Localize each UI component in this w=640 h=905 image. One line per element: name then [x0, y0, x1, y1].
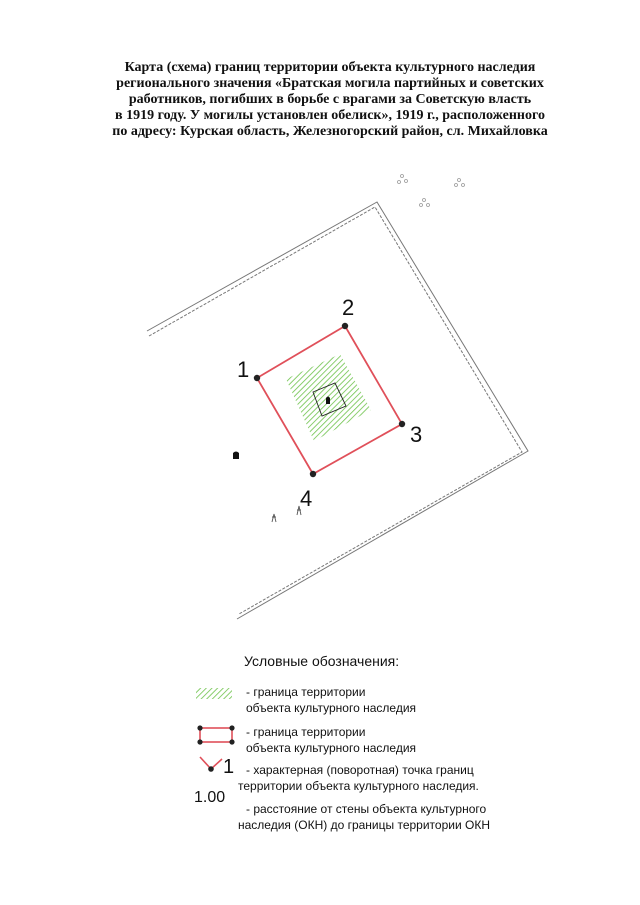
turning-point-marker	[310, 471, 316, 477]
legend-line: наследия (ОКН) до границы территории ОКН	[238, 818, 490, 832]
tree-cluster-icon	[398, 175, 465, 207]
legend-boundary-icon	[197, 725, 234, 744]
turning-point-marker	[254, 375, 260, 381]
legend-item-text	[246, 684, 416, 716]
turning-point-marker	[399, 421, 405, 427]
legend-line: - граница территории	[246, 685, 366, 699]
title-line: в 1919 году. У могилы установлен обелиск», 1919 г., расположенного	[115, 108, 545, 123]
title-line: работников, погибших в борьбе с врагами за Советскую власть	[128, 92, 532, 107]
point-label: 1	[237, 357, 250, 382]
point-label: 4	[300, 486, 313, 511]
legend-line: - расстояние от стены объекта культурного	[246, 802, 487, 816]
obelisk-icon	[326, 397, 330, 405]
tree-icon	[272, 506, 301, 522]
legend-item-text	[238, 801, 490, 833]
legend-point-number: 1	[223, 756, 235, 778]
point-label: 2	[342, 295, 355, 320]
title-line: по адресу: Курская область, Железногорский район, сл. Михайловка	[112, 124, 548, 139]
legend-line: территории объекта культурного наследия.	[238, 779, 479, 793]
legend-item-text	[246, 724, 416, 756]
legend-point-icon	[200, 757, 222, 772]
legend-hatch-icon	[196, 688, 232, 699]
legend-line: объекта культурного наследия	[246, 741, 417, 755]
point-label: 3	[410, 422, 423, 447]
building-icon	[233, 452, 239, 460]
turning-point-marker	[342, 323, 348, 329]
legend-title: Условные обозначения:	[244, 653, 400, 669]
title-line: Карта (схема) границ территории объекта культурного наследия	[124, 60, 536, 75]
legend-line: объекта культурного наследия	[246, 701, 417, 715]
legend-distance-value: 1.00	[194, 789, 226, 806]
title-line: регионального значения «Братская могила партийных и советских	[116, 76, 544, 91]
legend-item-text	[238, 762, 479, 794]
legend-line: - характерная (поворотная) точка границ	[246, 763, 474, 777]
legend-line: - граница территории	[246, 725, 366, 739]
